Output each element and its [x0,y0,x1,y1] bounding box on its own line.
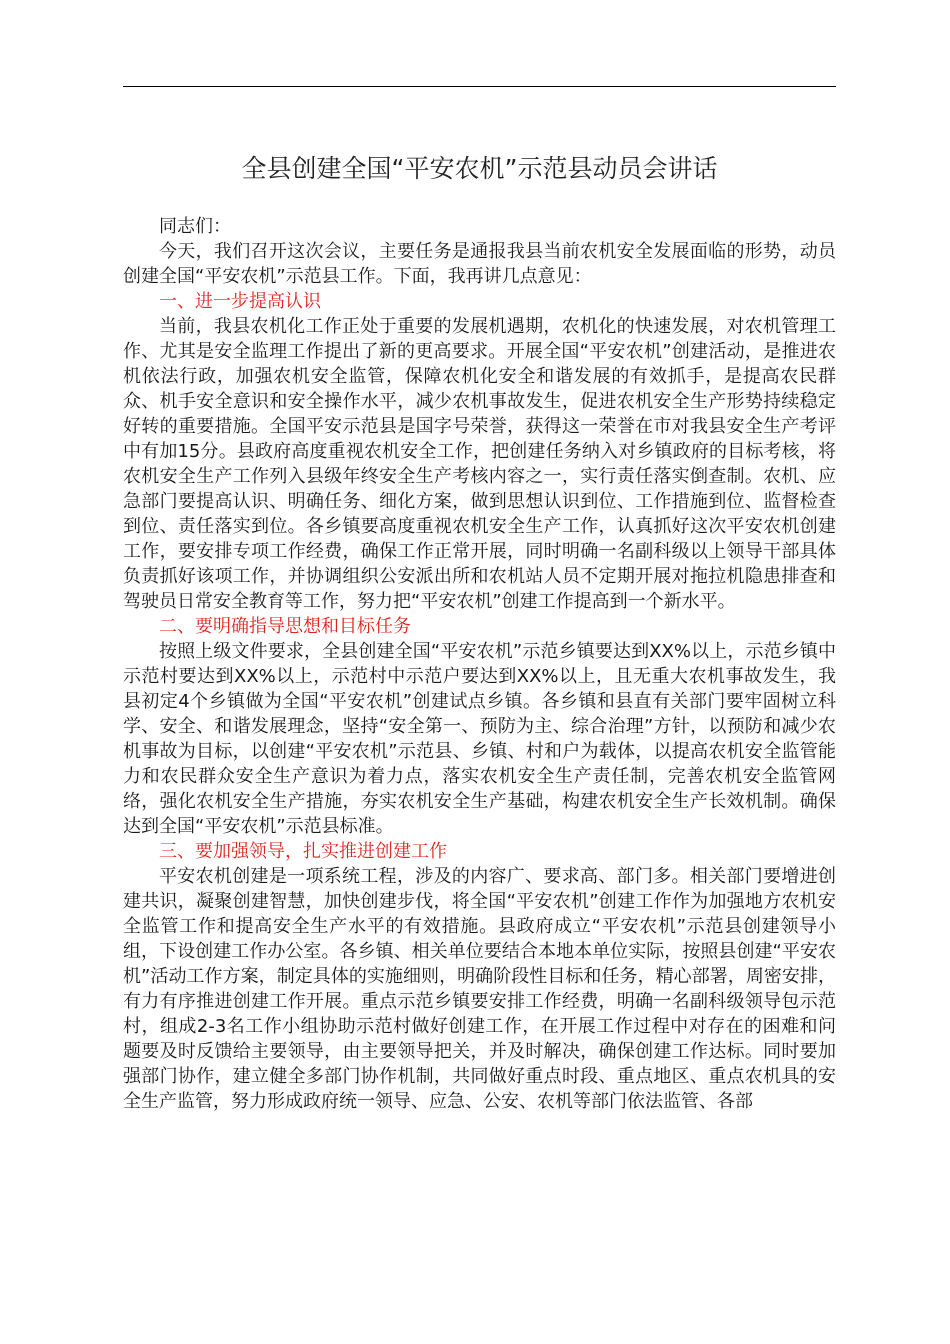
header-rule [123,86,836,87]
intro-paragraph: 今天，我们召开这次会议，主要任务是通报我县当前农机安全发展面临的形势，动员创建全国“平安农机”示范县工作。下面，我再讲几点意见： [123,241,836,287]
section-heading-3: 三、要加强领导，扎实推进创建工作 [159,841,447,862]
section-heading-1: 一、进一步提高认识 [159,291,321,312]
section-body-3: 平安农机创建是一项系统工程，涉及的内容广、要求高、部门多。相关部门要增进创建共识，凝聚创建智慧，加快创建步伐，将全国“平安农机”创建工作作为加强地方农机安全监管工作和提高安全生产水平的有效措施。县政府成立“平安农机”示范县创建领导小组，下设创建工作办公室。各乡镇、相关单位要结合本地本单位实际，按照县创建“平安农机”活动工作方案，制定具体的实施细则，明确阶段性目标和任务，精心部署，周密安排，有力有序推进创建工作开展。重点示范乡镇要安排工作经费，明确一名副科级领导包示范村，组成2-3名工作小组协助示范村做好创建工作，在开展工作过程中对存在的困难和问题要及时反馈给主要领导，由主要领导把关，并及时解决，确保创建工作达标。同时要加强部门协作，建立健全多部门协作机制，共同做好重点时段、重点地区、重点农机具的安全生产监管，努力形成政府统一领导、应急、公安、农机等部门依法监管、各部 [123,866,836,1112]
document-title: 全县创建全国“平安农机”示范县动员会讲话 [241,154,718,183]
section-body-1: 当前，我县农机化工作正处于重要的发展机遇期，农机化的快速发展，对农机管理工作、尤其是安全监理工作提出了新的更高要求。开展全国“平安农机”创建活动，是推进农机依法行政，加强农机安全监管，保障农机化安全和谐发展的有效抓手，是提高农民群众、机手安全意识和安全操作水平，减少农机事故发生，促进农机安全生产形势持续稳定好转的重要措施。全国平安示范县是国字号荣誉，获得这一荣誉在市对我县安全生产考评中有加15分。县政府高度重视农机安全工作，把创建任务纳入对乡镇政府的目标考核，将农机安全生产工作列入县级年终安全生产考核内容之一，实行责任落实倒查制。农机、应急部门要提高认识、明确任务、细化方案，做到思想认识到位、工作措施到位、监督检查到位、责任落实到位。各乡镇要高度重视农机安全生产工作，认真抓好这次平安农机创建工作，要安排专项工作经费，确保工作正常开展，同时明确一名副科级以上领导干部具体负责抓好该项工作，并协调组织公安派出所和农机站人员不定期开展对拖拉机隐患排查和驾驶员日常安全教育等工作，努力把“平安农机”创建工作提高到一个新水平。 [123,316,836,612]
document-body [123,214,836,1114]
section-heading-2: 二、要明确指导思想和目标任务 [159,616,411,637]
section-body-2: 按照上级文件要求，全县创建全国“平安农机”示范乡镇要达到XX%以上，示范乡镇中示范村要达到XX%以上，示范村中示范户要达到XX%以上，且无重大农机事故发生，我县初定4个乡镇做为全国“平安农机”创建试点乡镇。各乡镇和县直有关部门要牢固树立科学、安全、和谐发展理念，坚持“安全第一、预防为主、综合治理”方针，以预防和减少农机事故为目标，以创建“平安农机”示范县、乡镇、村和户为载体，以提高农机安全监管能力和农民群众安全生产意识为着力点，落实农机安全生产责任制，完善农机安全监管网络，强化农机安全生产措施，夯实农机安全生产基础，构建农机安全生产长效机制。确保达到全国“平安农机”示范县标准。 [123,641,836,837]
salutation: 同志们： [159,216,231,237]
